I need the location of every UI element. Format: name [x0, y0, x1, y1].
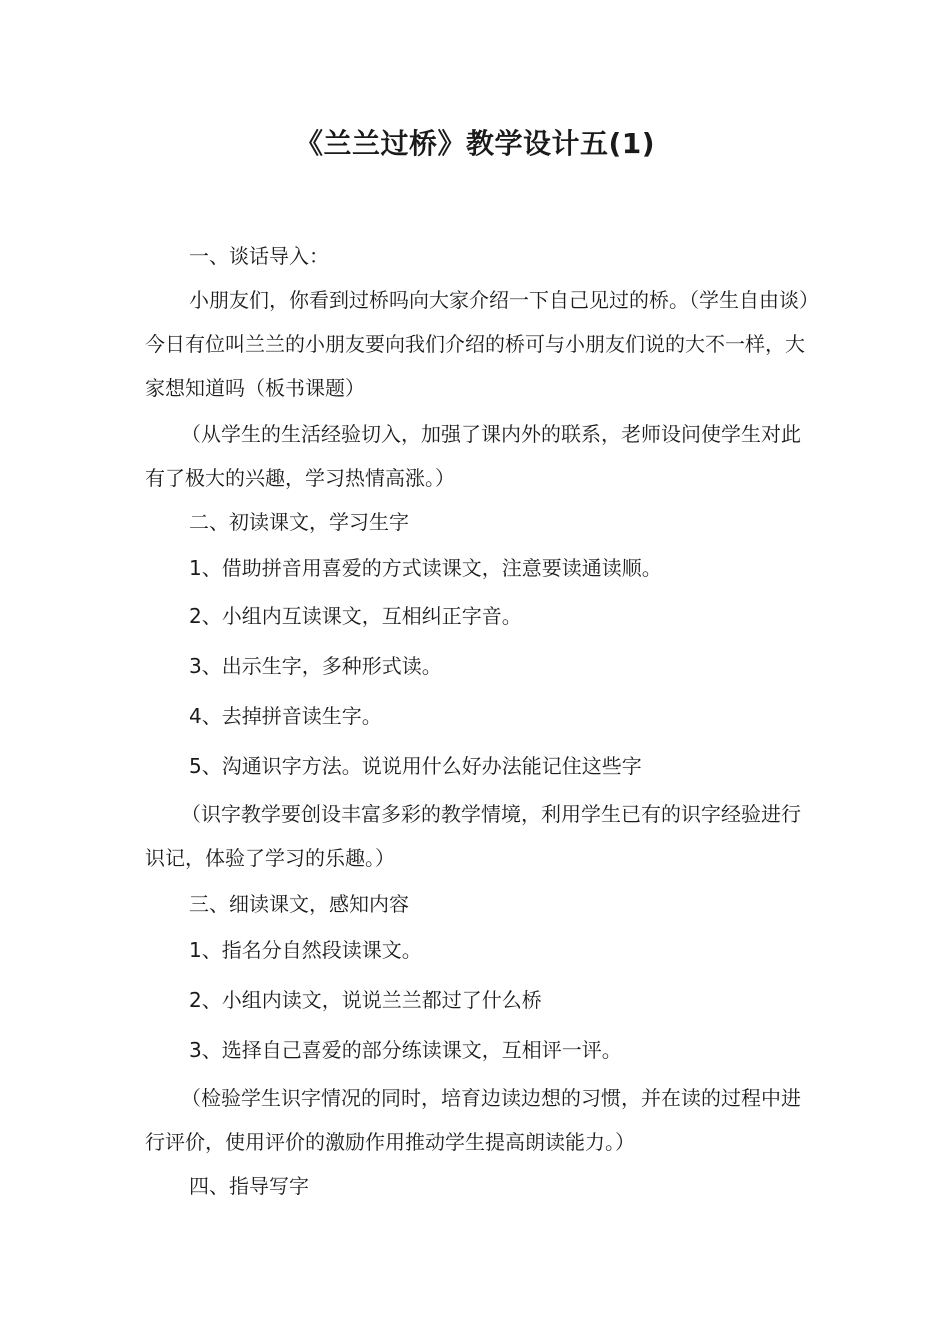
paragraph-intro: 小朋友们，你看到过桥吗向大家介绍一下自己见过的桥。（学生自由谈）今日有位叫兰兰的小朋友要向我们介绍的桥可与小朋友们说的大不一样，大家想知道吗（板书课题）	[145, 288, 809, 400]
list-item-2-3: 3、出示生字，多种形式读。	[189, 654, 442, 678]
list-item-3-1: 1、指名分自然段读课文。	[189, 938, 422, 962]
list-item-3-3: 3、选择自己喜爱的部分练读课文，互相评一评。	[189, 1038, 622, 1062]
section-heading-2: 二、初读课文，学习生字	[189, 510, 409, 534]
list-item-2-5: 5、沟通识字方法。说说用什么好办法能记住这些字	[189, 754, 642, 778]
list-item-2-2: 2、小组内互读课文，互相纠正字音。	[189, 604, 522, 628]
document-title: 《兰兰过桥》教学设计五(1)	[294, 127, 656, 160]
paragraph-note-3: （检验学生识字情况的同时，培育边读边想的习惯，并在读的过程中进行评价，使用评价的激励作用推动学生提高朗读能力。）	[145, 1086, 801, 1154]
section-heading-3: 三、细读课文，感知内容	[189, 892, 409, 916]
list-item-3-2: 2、小组内读文，说说兰兰都过了什么桥	[189, 988, 542, 1012]
paragraph-note-1: （从学生的生活经验切入，加强了课内外的联系，老师设问使学生对此有了极大的兴趣，学习热情高涨。）	[145, 422, 801, 490]
section-heading-4: 四、指导写字	[189, 1174, 309, 1198]
list-item-2-1: 1、借助拼音用喜爱的方式读课文，注意要读通读顺。	[189, 556, 662, 580]
list-item-2-4: 4、去掉拼音读生字。	[189, 704, 382, 728]
paragraph-note-2: （识字教学要创设丰富多彩的教学情境，利用学生已有的识字经验进行识记，体验了学习的乐趣。）	[145, 802, 801, 870]
section-heading-1: 一、谈话导入：	[189, 244, 329, 268]
